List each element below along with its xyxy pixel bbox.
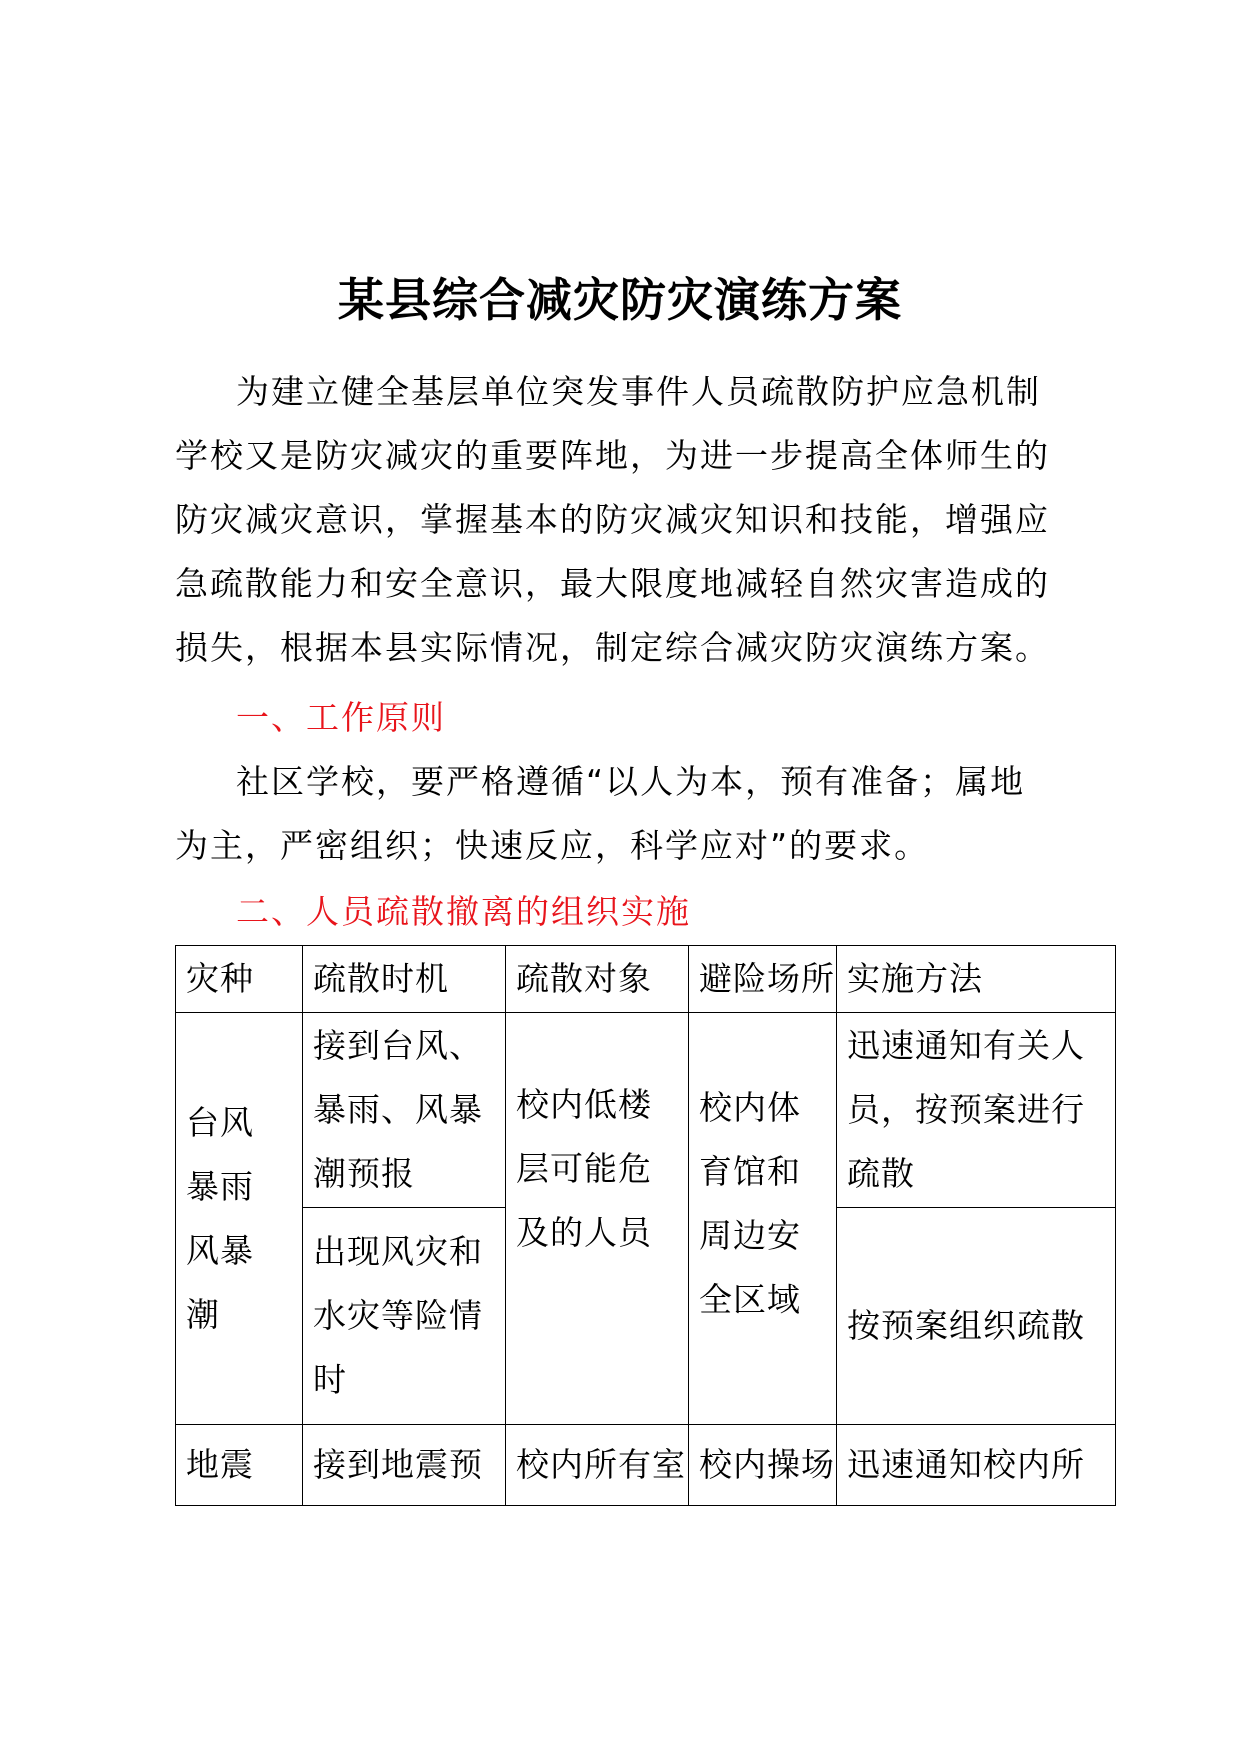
cell-method-evacuate: 按预案组织疏散 [837,1208,1116,1425]
intro-line: 学校又是防灾减灾的重要阵地，为进一步提高全体师生的 [175,436,1050,475]
intro-line: 防灾减灾意识，掌握基本的防灾减灾知识和技能，增强应 [175,500,1050,539]
cell-method-earthquake: 迅速通知校内所 [837,1425,1116,1506]
cell-timing-danger: 出现风灾和水灾等险情时 [303,1208,506,1425]
intro-line: 为建立健全基层单位突发事件人员疏散防护应急机制 [236,372,1041,411]
header-cell-shelter: 避险场所 [689,946,837,1013]
header-cell-timing: 疏散时机 [303,946,506,1013]
cell-target-typhoon: 校内低楼层可能危及的人员 [506,1013,689,1425]
intro-line: 损失，根据本县实际情况，制定综合减灾防灾演练方案。 [175,628,1050,667]
cell-shelter-earthquake: 校内操场 [689,1425,837,1506]
principles-line: 社区学校，要严格遵循“以人为本，预有准备；属地 [236,762,1026,801]
header-cell-disaster-type: 灾种 [176,946,303,1013]
cell-timing-forecast: 接到台风、暴雨、风暴潮预报 [303,1013,506,1208]
header-cell-target: 疏散对象 [506,946,689,1013]
header-cell-method: 实施方法 [837,946,1116,1013]
document-title: 某县综合减灾防灾演练方案 [338,273,902,327]
cell-target-earthquake: 校内所有室 [506,1425,689,1506]
section-heading-evacuation: 二、人员疏散撤离的组织实施 [236,892,691,931]
cell-timing-earthquake: 接到地震预 [303,1425,506,1506]
principles-line: 为主，严密组织；快速反应，科学应对”的要求。 [175,826,930,865]
intro-line: 急疏散能力和安全意识，最大限度地减轻自然灾害造成的 [175,564,1050,603]
table-row [176,1425,1116,1506]
evacuation-table [175,945,1115,1485]
cell-shelter-typhoon: 校内体育馆和周边安全区域 [689,1013,837,1425]
cell-method-notify: 迅速通知有关人员，按预案进行疏散 [837,1013,1116,1208]
cell-disaster-type-typhoon: 台风暴雨风暴潮 [176,1013,303,1425]
cell-disaster-type-earthquake: 地震 [176,1425,303,1506]
table-header-row [176,946,1116,1013]
table-row [176,1013,1116,1208]
section-heading-principles: 一、工作原则 [236,698,446,737]
